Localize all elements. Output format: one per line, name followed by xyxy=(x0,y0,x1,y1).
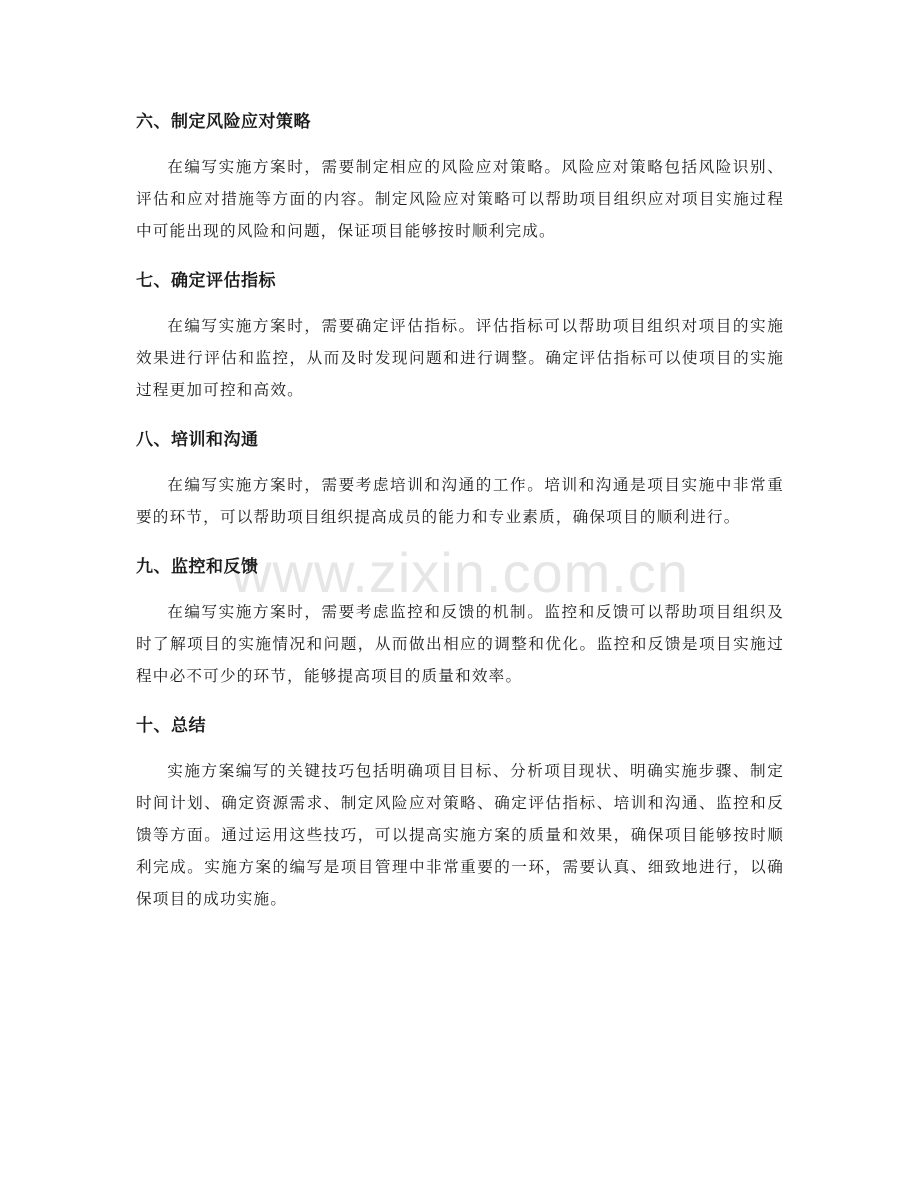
section-paragraph: 实施方案编写的关键技巧包括明确项目目标、分析项目现状、明确实施步骤、制定时间计划、确定资源需求、制定风险应对策略、确定评估指标、培训和沟通、监控和反馈等方面。通过运用这些技巧，可以提高实施方案的质量和效果，确保项目能够按时顺利完成。实施方案的编写是项目管理中非常重要的一环，需要认真、细致地进行，以确保项目的成功实施。 xyxy=(136,762,784,908)
section-heading: 九、监控和反馈 xyxy=(136,557,259,577)
section-evaluation-metrics xyxy=(136,263,784,406)
section-heading: 八、培训和沟通 xyxy=(136,430,259,450)
section-risk-strategy xyxy=(136,104,784,247)
section-paragraph: 在编写实施方案时，需要考虑培训和沟通的工作。培训和沟通是项目实施中非常重要的环节，可以帮助项目组织提高成员的能力和专业素质，确保项目的顺利进行。 xyxy=(136,476,784,526)
section-paragraph: 在编写实施方案时，需要确定评估指标。评估指标可以帮助项目组织对项目的实施效果进行评估和监控，从而及时发现问题和进行调整。确定评估指标可以使项目的实施过程更加可控和高效。 xyxy=(136,317,784,399)
section-heading: 十、总结 xyxy=(136,716,206,736)
section-training-communication xyxy=(136,422,784,533)
section-monitoring-feedback xyxy=(136,549,784,692)
section-summary xyxy=(136,708,784,915)
document-page xyxy=(136,104,784,915)
section-heading: 七、确定评估指标 xyxy=(136,271,276,291)
section-paragraph: 在编写实施方案时，需要考虑监控和反馈的机制。监控和反馈可以帮助项目组织及时了解项目的实施情况和问题，从而做出相应的调整和优化。监控和反馈是项目实施过程中必不可少的环节，能够提高项目的质量和效率。 xyxy=(136,603,784,685)
section-heading: 六、制定风险应对策略 xyxy=(136,112,311,132)
watermark: www.zixin.com.cn xyxy=(231,541,689,604)
section-paragraph: 在编写实施方案时，需要制定相应的风险应对策略。风险应对策略包括风险识别、评估和应对措施等方面的内容。制定风险应对策略可以帮助项目组织应对项目实施过程中可能出现的风险和问题，保证项目能够按时顺利完成。 xyxy=(136,158,784,240)
